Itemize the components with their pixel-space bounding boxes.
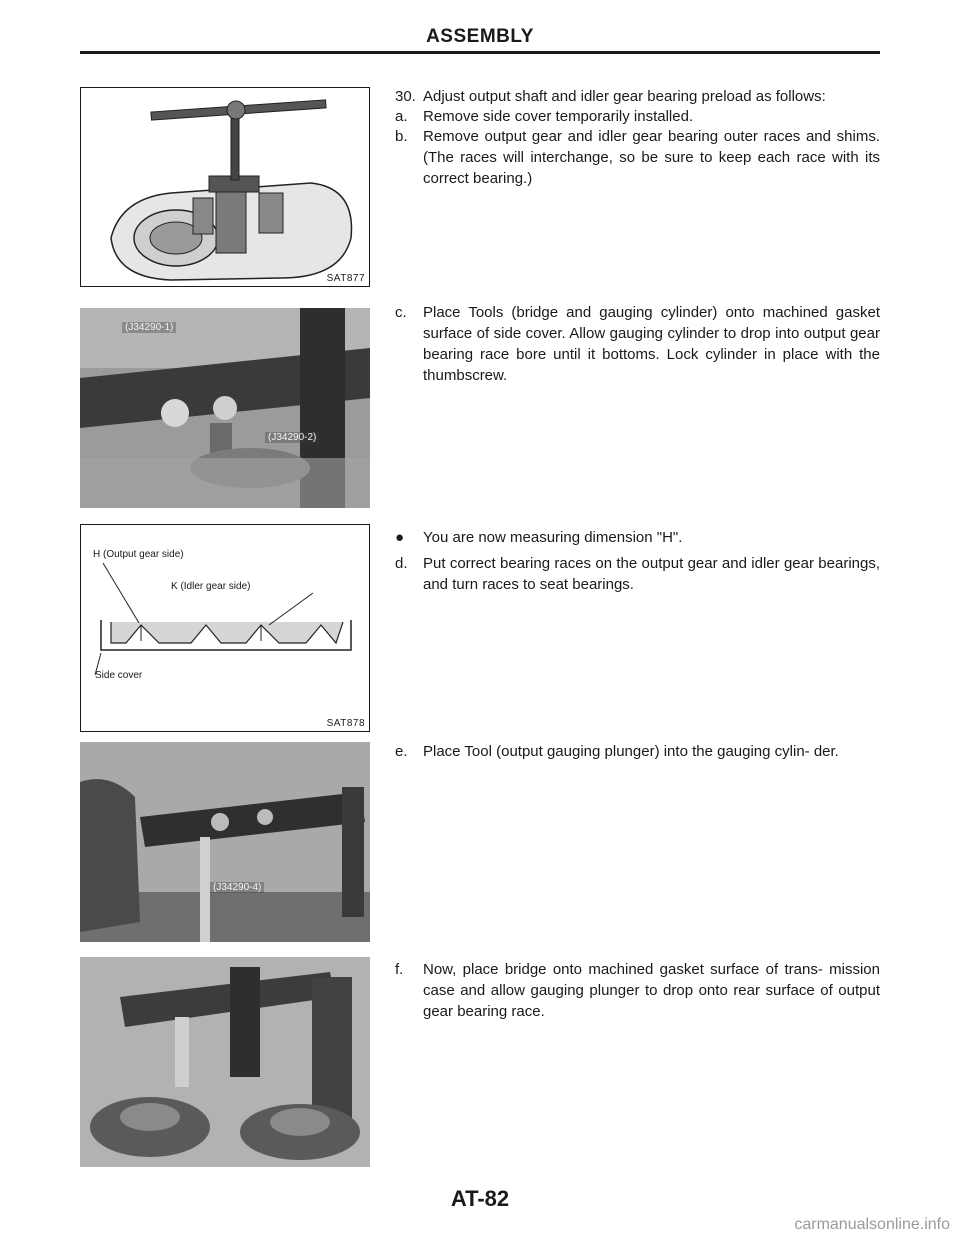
step-30 <box>395 86 880 107</box>
figure-side-cover-diagram <box>80 524 370 732</box>
label-side-cover: Side cover <box>95 670 143 681</box>
puller-tool-illustration <box>81 88 370 287</box>
step-text: Adjust output shaft and idler gear bearing preload as follows: <box>423 88 826 105</box>
step-prefix: c. <box>395 304 407 321</box>
figure-code-sat878: SAT878 <box>326 718 365 729</box>
step-text: Now, place bridge onto machined gasket surface of trans- mission case and allow gauging plunger to drop onto rear surface of output gear bearing race. <box>423 961 880 1020</box>
header-rule <box>80 51 880 54</box>
callout-j34290-2: (J34290-2) <box>265 432 319 443</box>
watermark-text: carmanualsonline.info <box>794 1216 950 1233</box>
step-prefix: 30. <box>395 88 416 105</box>
step-prefix: e. <box>395 743 408 760</box>
callout-j34290-1: (J34290-1) <box>122 322 176 333</box>
label-h-output-gear-side: H (Output gear side) <box>93 549 184 560</box>
step-prefix: ● <box>395 529 405 546</box>
step-prefix: f. <box>395 961 404 978</box>
step-prefix: a. <box>395 108 408 125</box>
figure-code-sat877: SAT877 <box>326 273 365 284</box>
label-k-idler-gear-side: K (Idler gear side) <box>171 581 251 592</box>
step-prefix: b. <box>395 128 408 145</box>
figure-photo-gauging-plunger <box>80 742 370 942</box>
step-a <box>395 106 880 127</box>
step-text: Place Tools (bridge and gauging cylinder) onto machined gasket surface of side cover. Allow gauging cylinder to drop into output gear bearing race bore until it bottoms. Lock cylinder in place with the thumbscrew. <box>423 304 880 384</box>
step-text: Put correct bearing races on the output gear and idler gear bearings, and turn races to seat bearings. <box>423 555 880 593</box>
step-d <box>395 553 880 595</box>
step-e <box>395 741 880 762</box>
page-header-title: ASSEMBLY <box>426 26 534 47</box>
photo-gauging-plunger <box>80 742 370 942</box>
step-prefix: d. <box>395 555 408 572</box>
figure-photo-gauging-cylinder <box>80 308 370 508</box>
step-text: Remove output gear and idler gear bearing outer races and shims. (The races will interchange, so be sure to keep each race with its correct bearing.) <box>423 128 880 187</box>
photo-bridge-on-case <box>80 957 370 1167</box>
step-f <box>395 959 880 1022</box>
step-text: Remove side cover temporarily installed. <box>423 108 694 125</box>
page-number: AT-82 <box>450 1186 510 1211</box>
step-b <box>395 126 880 189</box>
figure-photo-bridge-on-case <box>80 957 370 1167</box>
photo-gauging-cylinder <box>80 308 370 508</box>
step-bullet-h <box>395 527 880 548</box>
step-text: You are now measuring dimension "H". <box>423 529 683 546</box>
callout-j34290-4: (J34290-4) <box>210 882 264 893</box>
step-c <box>395 302 880 386</box>
step-text: Place Tool (output gauging plunger) into the gauging cylin- der. <box>423 743 839 760</box>
figure-puller-tool <box>80 87 370 287</box>
